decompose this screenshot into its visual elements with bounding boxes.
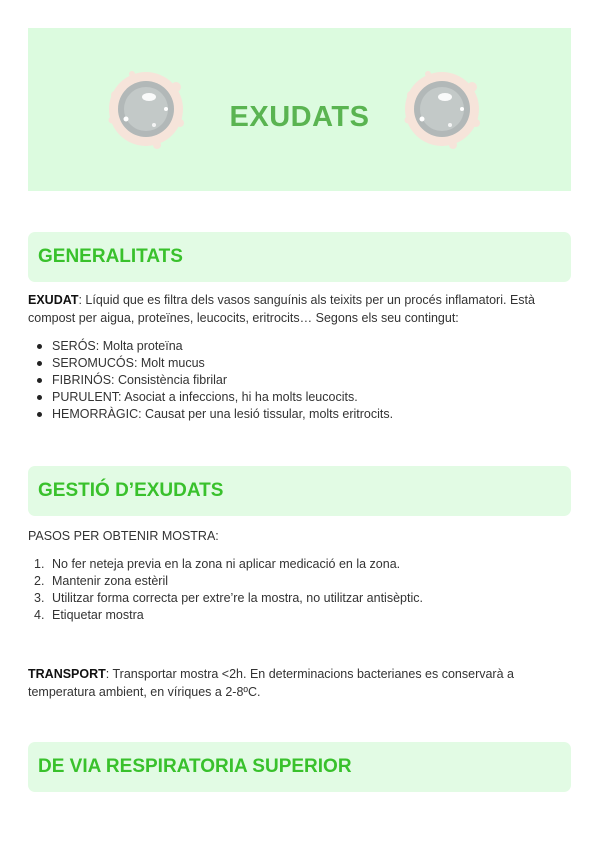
list-item: FIBRINÓS: Consistència fibrilar — [28, 372, 573, 389]
cell-icon — [398, 65, 486, 153]
page-title: EXUDATS — [229, 101, 370, 133]
list-item: SERÓS: Molta proteïna — [28, 338, 573, 355]
title-banner — [28, 28, 571, 191]
section-heading-respiratoria — [28, 742, 571, 792]
definition-text: : Líquid que es filtra dels vasos sanguínis als teixits per un procés inflamatori. Està compost per aigua, proteïnes, leucocits, eritrocits… Segons els seu contingut: — [28, 293, 535, 325]
exudat-definition — [28, 291, 573, 327]
transport-term: TRANSPORT — [28, 667, 106, 681]
steps-title: PASOS PER OBTENIR MOSTRA: — [28, 529, 219, 543]
transport-note — [28, 665, 573, 701]
transport-text: : Transportar mostra <2h. En determinacions bacterianes es conservarà a temperatura ambient, en víriques a 2-8ºC. — [28, 667, 514, 699]
list-item: 4. Etiquetar mostra — [34, 608, 144, 622]
section-heading-generalitats — [28, 232, 571, 282]
exudate-types-list — [28, 338, 573, 423]
section-heading-gestio — [28, 466, 571, 516]
list-item: PURULENT: Asociat a infeccions, hi ha molts leucocits. — [28, 389, 573, 406]
definition-term: EXUDAT — [28, 293, 79, 307]
list-item: 2. Mantenir zona estèril — [34, 574, 169, 588]
list-item: 1. No fer neteja previa en la zona ni aplicar medicació en la zona. — [34, 557, 401, 571]
sample-steps-list — [28, 556, 573, 624]
section-heading-text: GENERALITATS — [38, 246, 183, 267]
list-item: HEMORRÀGIC: Causat per una lesió tissular, molts eritrocits. — [28, 406, 573, 423]
list-item: SEROMUCÓS: Molt mucus — [28, 355, 573, 372]
section-heading-text: GESTIÓ D’EXUDATS — [38, 480, 224, 501]
section-heading-text: DE VIA RESPIRATORIA SUPERIOR — [38, 756, 352, 777]
list-item: 3. Utilitzar forma correcta per extre’re la mostra, no utilitzar antisèptic. — [34, 591, 423, 605]
